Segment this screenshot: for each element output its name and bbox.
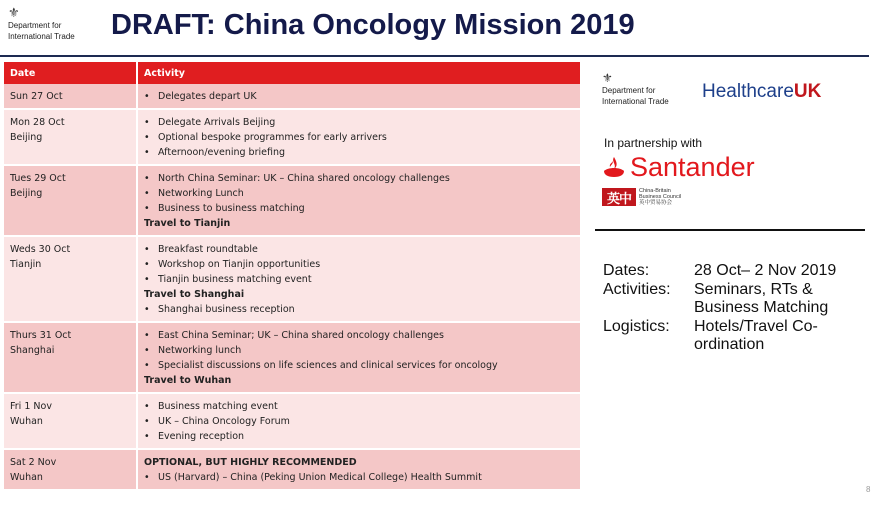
activity-note [144,455,574,470]
activity-item [144,302,574,317]
activity-text: Business to business matching [158,203,305,214]
activity-text: OPTIONAL, BUT HIGHLY RECOMMENDED [144,457,357,468]
bullet-icon: • [144,304,150,315]
activity-text: Business matching event [158,401,278,412]
bullet-icon: • [144,203,150,214]
royal-crest-icon: ⚜ [8,5,20,20]
royal-crest-small-icon: ⚜ [602,71,613,85]
date-cell [4,165,137,236]
partnership-label: In partnership with [604,136,703,150]
date-cell [4,393,137,449]
activity-cell [137,84,581,109]
date-cell [4,449,137,490]
dit-logo-line1: Department for [8,21,62,30]
activity-item [144,257,574,272]
activity-text: Travel to Wuhan [144,375,232,386]
activity-note [144,287,574,302]
partner-divider [595,229,865,231]
santander-logo [602,152,755,182]
info-row-activities [603,281,864,318]
activity-item [144,414,574,429]
location-text: Beijing [10,188,43,199]
cbbc-mark: 英中 [602,188,636,206]
location-text: Shanghai [10,345,55,356]
activity-text: North China Seminar: UK – China shared oncology challenges [158,173,450,184]
bullet-icon: • [144,91,150,102]
bullet-icon: • [144,132,150,143]
activity-text: Workshop on Tianjin opportunities [158,259,321,270]
activity-item [144,470,574,485]
table-row [4,393,581,449]
activity-item [144,272,574,287]
healthcare-uk-mark: UK [793,81,822,102]
date-text: Thurs 31 Oct [10,330,72,341]
activity-text: Travel to Shanghai [144,289,245,300]
logistics-label: Logistics: [603,317,670,335]
activity-item [144,171,574,186]
activity-item [144,89,574,104]
table-row [4,109,581,165]
activity-text: Breakfast roundtable [158,244,258,255]
activity-item [144,328,574,343]
cbbc-line2: Business Council [639,194,682,200]
activity-note [144,216,574,231]
bullet-icon: • [144,330,150,341]
table-header-row [4,62,581,84]
bullet-icon: • [144,416,150,427]
bullet-icon: • [144,147,150,158]
dates-value: 28 Oct– 2 Nov 2019 [694,262,837,279]
activity-text: Shanghai business reception [158,304,295,315]
activity-text: Afternoon/evening briefing [158,147,286,158]
cbbc-line1: China-Britain [639,188,671,194]
table-row [4,322,581,393]
table-row [4,236,581,322]
activity-item [144,115,574,130]
activity-text: Networking Lunch [158,188,244,199]
dit-partner-logo [602,72,694,106]
date-text: Fri 1 Nov [10,401,52,412]
info-row-dates [603,262,864,281]
activity-text: Delegates depart UK [158,91,257,102]
date-cell [4,84,137,109]
date-text: Weds 30 Oct [10,244,71,255]
location-text: Beijing [10,132,43,143]
activity-cell [137,449,581,490]
table-row [4,165,581,236]
santander-flame-icon [602,155,626,179]
cbbc-logo [602,188,681,206]
bullet-icon: • [144,431,150,442]
activities-value: Seminars, RTs & Business Matching [694,280,829,316]
activity-text: US (Harvard) – China (Peking Union Medical College) Health Summit [158,472,482,483]
activity-note [144,373,574,388]
activity-cell [137,165,581,236]
dit-partner-line1: Department for [602,86,656,95]
activity-text: Delegate Arrivals Beijing [158,117,276,128]
location-text: Wuhan [10,472,43,483]
bullet-icon: • [144,117,150,128]
activity-cell [137,236,581,322]
activity-item [144,343,574,358]
bullet-icon: • [144,345,150,356]
schedule-body [4,84,581,490]
date-text: Sat 2 Nov [10,457,57,468]
activity-item [144,201,574,216]
santander-name: Santander [630,152,755,182]
mission-info [603,262,864,355]
table-row [4,449,581,490]
activity-item [144,145,574,160]
activity-text: Specialist discussions on life sciences and clinical services for oncology [158,360,498,371]
header-divider [0,55,869,57]
bullet-icon: • [144,274,150,285]
bullet-icon: • [144,259,150,270]
page-number: 8 [866,485,871,494]
date-cell [4,109,137,165]
logistics-value: Hotels/Travel Co-ordination [694,317,818,353]
activity-item [144,242,574,257]
bullet-icon: • [144,360,150,371]
bullet-icon: • [144,244,150,255]
dit-logo-line2: International Trade [8,32,75,41]
activities-label: Activities: [603,280,671,298]
activity-text: Travel to Tianjin [144,218,231,229]
healthcare-uk-logo [702,81,821,103]
activity-item [144,130,574,145]
bullet-icon: • [144,401,150,412]
dit-partner-line2: International Trade [602,97,669,106]
cbbc-text [639,188,681,206]
schedule-table [4,62,582,491]
bullet-icon: • [144,173,150,184]
dit-logo [8,6,100,41]
date-cell [4,322,137,393]
activity-cell [137,322,581,393]
activity-cell [137,393,581,449]
date-text: Tues 29 Oct [10,173,66,184]
location-text: Tianjin [10,259,42,270]
date-text: Mon 28 Oct [10,117,65,128]
table-row [4,84,581,109]
date-column-header: Date [4,62,137,84]
location-text: Wuhan [10,416,43,427]
activity-text: UK – China Oncology Forum [158,416,290,427]
activity-item [144,399,574,414]
activity-item [144,358,574,373]
activity-item [144,429,574,444]
activity-text: Optional bespoke programmes for early arrivers [158,132,387,143]
activity-text: Evening reception [158,431,245,442]
activity-cell [137,109,581,165]
bullet-icon: • [144,188,150,199]
date-cell [4,236,137,322]
activity-column-header: Activity [137,62,581,84]
date-text: Sun 27 Oct [10,91,63,102]
bullet-icon: • [144,472,150,483]
activity-text: Tianjin business matching event [158,274,312,285]
healthcare-uk-text: Healthcare [702,81,794,102]
page-title: DRAFT: China Oncology Mission 2019 [111,9,635,41]
activity-text: Networking lunch [158,345,242,356]
cbbc-line3: 英中贸易协会 [639,200,673,206]
activity-item [144,186,574,201]
activity-text: East China Seminar; UK – China shared oncology challenges [158,330,444,341]
dates-label: Dates: [603,262,650,279]
info-row-logistics [603,318,864,355]
